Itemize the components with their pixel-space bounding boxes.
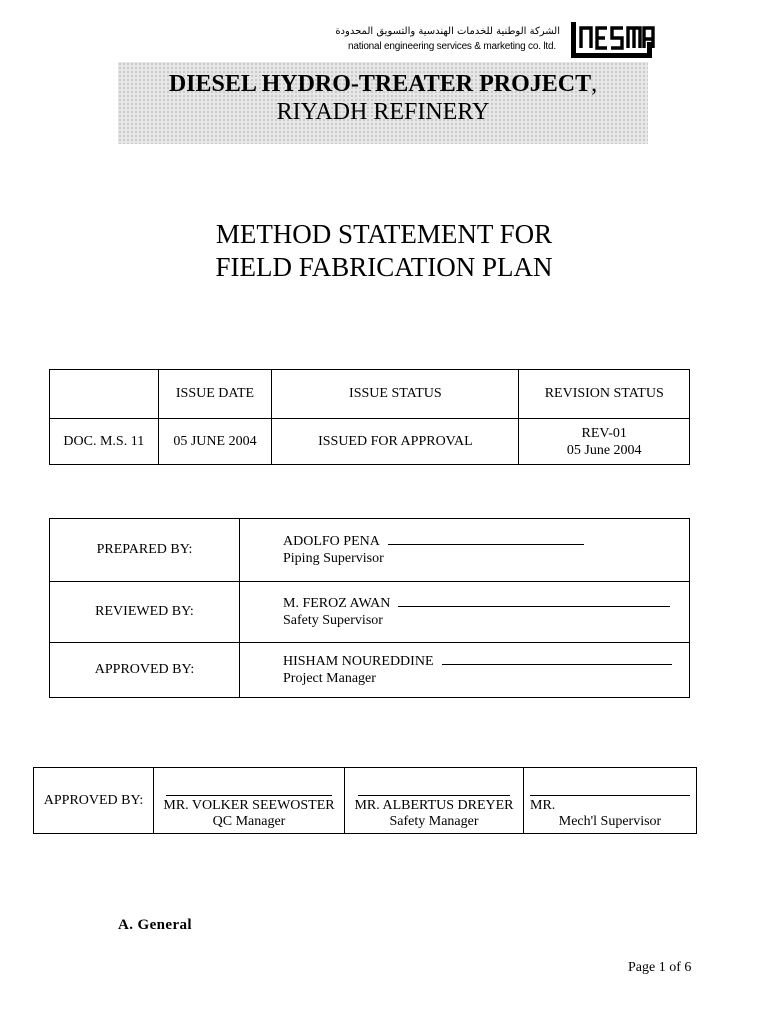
company-name-english: national engineering services & marketing co. ltd. xyxy=(348,41,556,52)
signoff-title: Safety Supervisor xyxy=(283,613,383,628)
manager-cell-qc xyxy=(154,768,345,834)
project-title-comma: , xyxy=(591,71,598,97)
manager-title: Safety Manager xyxy=(389,814,479,829)
managers-row xyxy=(34,768,697,834)
signature-line xyxy=(442,653,672,665)
signature-line xyxy=(530,795,690,796)
signoff-person-cell xyxy=(240,643,690,698)
manager-name: MR. ALBERTUS DREYER xyxy=(354,798,514,813)
document-title-line-1: METHOD STATEMENT FOR xyxy=(215,219,553,249)
signoff-row-prepared xyxy=(50,519,690,582)
manager-name: MR. xyxy=(530,798,556,813)
project-subtitle: RIYADH REFINERY xyxy=(276,99,490,125)
signoff-role: PREPARED BY: xyxy=(50,519,240,582)
issue-date: 05 JUNE 2004 xyxy=(158,419,272,465)
signoff-role: REVIEWED BY: xyxy=(50,582,240,643)
signoff-row-approved xyxy=(50,643,690,698)
signoff-person-cell xyxy=(240,582,690,643)
managers-approved-label: APPROVED BY: xyxy=(34,768,154,834)
header-cell-revision-status: REVISION STATUS xyxy=(519,370,690,419)
manager-name: MR. VOLKER SEEWOSTER xyxy=(163,798,335,813)
document-title xyxy=(0,218,768,284)
issue-status: ISSUED FOR APPROVAL xyxy=(272,419,519,465)
revision-number: REV-01 xyxy=(581,425,627,441)
signoff-name: M. FEROZ AWAN xyxy=(283,596,391,611)
manager-cell-mech xyxy=(524,768,697,834)
managers-approval-table xyxy=(33,767,697,834)
nesma-logo xyxy=(567,20,655,60)
document-title-line-2: FIELD FABRICATION PLAN xyxy=(215,252,553,282)
header-cell-issue-date: ISSUE DATE xyxy=(158,370,272,419)
project-title xyxy=(118,70,648,98)
header-cell-doc xyxy=(50,370,159,419)
revision-cell xyxy=(519,419,690,465)
signoff-person-cell xyxy=(240,519,690,582)
project-title-text: DIESEL HYDRO-TREATER PROJECT xyxy=(168,71,592,97)
header-cell-issue-status: ISSUE STATUS xyxy=(272,370,519,419)
doc-number: DOC. M.S. 11 xyxy=(50,419,159,465)
issue-table-row xyxy=(50,419,690,465)
signoff-title: Project Manager xyxy=(283,671,376,686)
signature-line xyxy=(358,795,510,796)
manager-title: QC Manager xyxy=(212,814,286,829)
signoff-row-reviewed xyxy=(50,582,690,643)
page-number: Page 1 of 6 xyxy=(628,960,692,975)
section-heading: A. General xyxy=(118,917,192,933)
issue-table-header-row xyxy=(50,370,690,419)
signoff-name: HISHAM NOUREDDINE xyxy=(283,654,434,669)
issue-table xyxy=(49,369,690,465)
signoff-title: Piping Supervisor xyxy=(283,551,384,566)
signoff-role: APPROVED BY: xyxy=(50,643,240,698)
signoff-name: ADOLFO PENA xyxy=(283,534,380,549)
signature-line xyxy=(166,795,332,796)
signoff-table xyxy=(49,518,690,698)
company-name-arabic: الشركة الوطنية للخدمات الهندسية والتسويق المحدودة xyxy=(335,26,560,37)
signature-line xyxy=(388,533,584,545)
manager-title: Mech'l Supervisor xyxy=(558,814,662,829)
signature-line xyxy=(398,595,670,607)
manager-cell-safety xyxy=(345,768,524,834)
project-banner xyxy=(118,62,648,144)
revision-date: 05 June 2004 xyxy=(566,442,642,458)
